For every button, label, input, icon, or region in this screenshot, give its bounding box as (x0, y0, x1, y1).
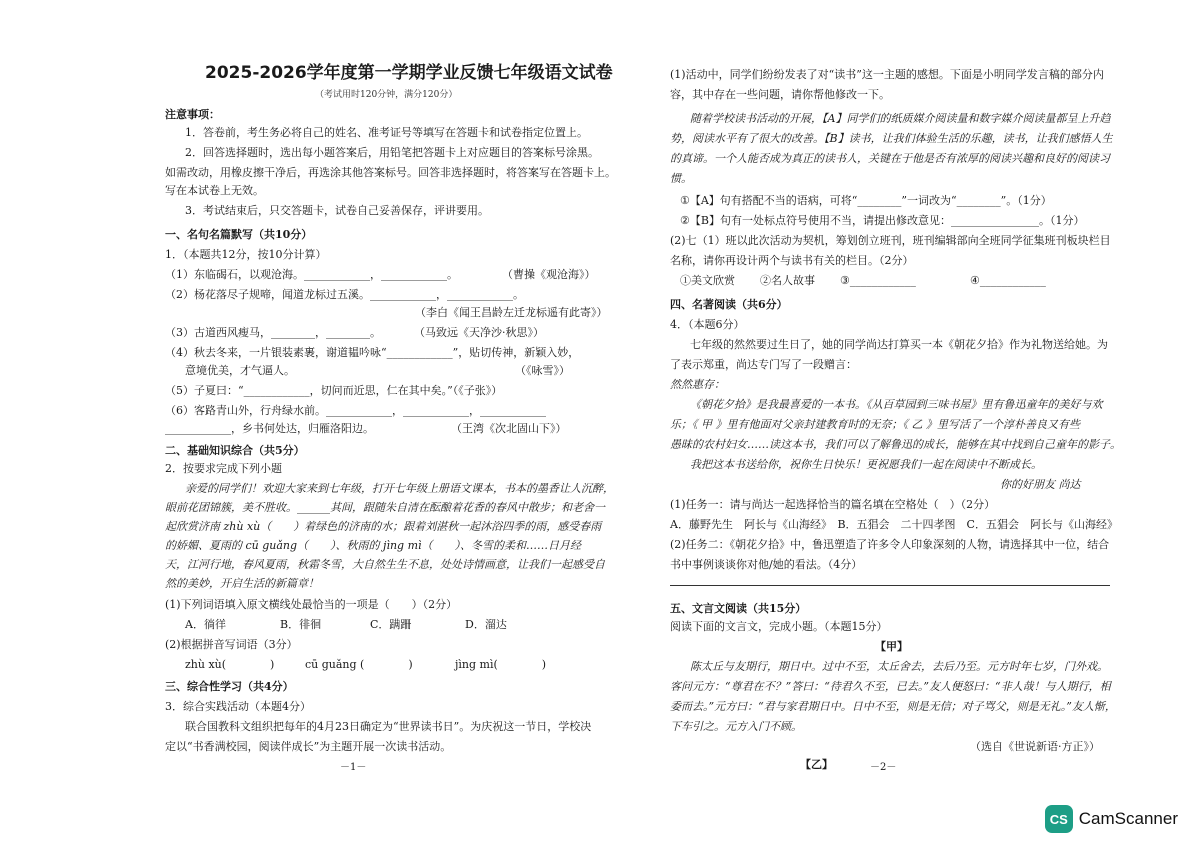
option-d: D．溜达 (465, 618, 507, 631)
exam-page-2 (670, 55, 1125, 775)
recite-source: （李白《闻王昌龄左迁龙标遥有此寄》） (415, 306, 608, 319)
activity-text: 联合国教科文组织把每年的4月23日确定为“世界读书日”。为庆祝这一节日，学校决 (185, 720, 592, 733)
section-5-heading: 五、文言文阅读（共15分） (670, 602, 807, 615)
recite-item: （6）客路青山外，行舟绿水前。____________，____________，____________ (165, 404, 546, 417)
camscanner-logo-icon: CS (1045, 805, 1073, 833)
page-number: －2－ (870, 762, 897, 773)
note-line: 2．回答选择题时，选出每小题答案后，用铅笔把答题卡上对应题目的答案标号涂黑。 (185, 146, 599, 159)
option-b: B．徘徊 (280, 618, 322, 631)
speech-line: 的真谛。一个人能否成为真正的读书人，关键在于他是否有浓厚的阅读兴趣和良好的阅读习 (670, 152, 1110, 165)
letter-line: 《朝花夕拾》是我最喜爱的一本书。《从百草园到三味书屋》里有鲁迅童年的美好与欢 (690, 398, 1103, 411)
column-question: 名称，请你再设计两个与读书有关的栏目。（2分） (670, 254, 914, 267)
passage-line: 然的美妙，开启生活的新篇章！ (165, 577, 319, 590)
pinyin-blank: zhù xù( ) (185, 658, 275, 671)
passage-line: 的娇媚、夏雨的 cū guǎng（ ）、秋雨的 jìng mì（ ）、冬雪的柔和……日月经 (165, 539, 582, 552)
intro-line: 了表示郑重，尚达专门写了一段赠言： (670, 358, 857, 371)
pinyin-blank: cū guǎng ( ) (305, 658, 413, 671)
question-3: 3．综合实践活动（本题4分） (165, 700, 311, 713)
classical-line: 陈太丘与友期行，期日中。过中不至，太丘舍去，去后乃至。元方时年七岁，门外戏。 (690, 660, 1108, 673)
activity-text: 定以“书香满校园，阅读伴成长”为主题开展一次读书活动。 (165, 740, 452, 753)
text-yi-label: 【乙】 (800, 758, 833, 771)
speech-line: 势，阅读水平有了很大的改善。【B】读书，让我们体验生活的乐趣，读书，让我们感悟人生 (670, 132, 1113, 145)
exam-page-1 (165, 55, 616, 775)
letter-line: 愚昧的农村妇女……读这本书，我们可以了解鲁迅的成长，能够在其中找到自己童年的影子。 (670, 438, 1121, 451)
passage-line: 亲爱的同学们！欢迎大家来到七年级，打开七年级上册语文课本，书本的墨香让人沉醉， (185, 482, 614, 495)
revise-item: ②【B】句有一处标点符号使用不当，请提出修改意见：________________。（1分） (680, 214, 1085, 227)
task-2: 书中事例谈谈你对他/她的看法。（4分） (670, 558, 863, 571)
prompt-line: (1)活动中，同学们纷纷发表了对“读书”这一主题的感想。下面是小明同学发言稿的部分内 (670, 68, 1104, 81)
speech-line: 随着学校读书活动的开展，【A】同学们的纸质媒介阅读量和数字媒介阅读量都呈上升趋 (690, 112, 1111, 125)
camscanner-text: CamScanner (1078, 809, 1178, 828)
letter-line: 我把这本书送给你，祝你生日快乐！更祝愿我们一起在阅读中不断成长。 (690, 458, 1042, 471)
section-3-heading: 三、综合性学习（共4分） (165, 680, 294, 693)
column-name: ①美文欣赏 (680, 274, 735, 287)
passage-line: 天，江河行地，春风夏雨，秋霜冬雪，大自然生生不息，处处诗情画意，让我们一起感受自 (165, 558, 605, 571)
letter-line: 乐；《 甲 》里有他面对父亲封建教育时的无奈；《 乙 》里写活了一个淳朴善良又有些 (670, 418, 1080, 431)
text-source: （选自《世说新语·方正》） (970, 740, 1100, 753)
classical-line: 客问元方：“尊君在不？”答曰：“待君久不至，已去。”友人便怒曰：“非人哉！与人期行，相 (670, 680, 1111, 693)
option-c: C．蹒跚 (370, 618, 412, 631)
recite-item: （4）秋去冬来，一片银装素裹，谢道韫吟咏“____________”，贴切传神，新颖入妙， (165, 346, 580, 359)
passage-line: 眼前花团锦簇，美不胜收。______其间，跟随朱自清在酝酿着花香的春风中散步；和老舍一 (165, 501, 605, 514)
camscanner-watermark (1045, 805, 1178, 833)
question-1: 1．（本题共12分，按10分计算） (165, 248, 327, 261)
column-name: ②名人故事 (760, 274, 815, 287)
exam-subtitle: （考试用时120分钟，满分120分） (315, 90, 458, 100)
note-line: 写在本试卷上无效。 (165, 184, 264, 197)
sub-question: (1)下列词语填入原文横线处最恰当的一项是（ ）（2分） (165, 598, 458, 611)
recite-item: ____________，乡书何处达，归雁洛阳边。 （王湾《次北固山下》） (165, 422, 567, 435)
classical-line: 委而去。”元方曰：“君与家君期日中。日中不至，则是无信；对子骂父，则是无礼。”友人惭， (670, 700, 1116, 713)
task-1-options: A．藤野先生 阿长与《山海经》 B．五猖会 二十四孝图 C．五猖会 阿长与《山海经》 (670, 518, 1118, 531)
recite-item: （2）杨花落尽子规啼，闻道龙标过五溪。____________，____________。 (165, 288, 524, 301)
question-5: 阅读下面的文言文，完成小题。（本题15分） (670, 620, 888, 633)
recite-item: （1）东临碣石，以观沧海。____________，____________。 （曹操《观沧海》） (165, 268, 596, 281)
text-jia-label: 【甲】 (875, 640, 908, 653)
sub-question: (2)根据拼音写词语（3分） (165, 638, 298, 651)
letter-signature: 你的好朋友 尚达 (1000, 478, 1081, 491)
question-4: 4．（本题6分） (670, 318, 745, 331)
speech-line: 惯。 (670, 172, 692, 185)
column-blank: ④____________ (970, 274, 1046, 287)
option-a: A．徜徉 (185, 618, 226, 631)
letter-line: 然然惠存： (670, 378, 725, 391)
intro-line: 七年级的然然要过生日了，她的同学尚达打算买一本《朝花夕拾》作为礼物送给她。为 (690, 338, 1108, 351)
page-number: －1－ (340, 762, 367, 773)
note-line: 3．考试结束后，只交答题卡，试卷自己妥善保存，评讲要用。 (185, 204, 489, 217)
section-2-heading: 二、基础知识综合（共5分） (165, 444, 305, 457)
task-1: (1)任务一：请与尚达一起选择恰当的篇名填在空格处（ ）（2分） (670, 498, 996, 511)
recite-item: 意境优美，才气逼人。 （《咏雪》） (185, 364, 570, 377)
revise-item: ①【A】句有搭配不当的语病，可将“________”一词改为“________”。（1分） (680, 194, 1052, 207)
answer-line (670, 585, 1110, 586)
recite-item: （5）子夏曰：“____________，切问而近思，仁在其中矣。”（《子张》） (165, 384, 503, 397)
column-blank: ③____________ (840, 274, 916, 287)
prompt-line: 容，其中存在一些问题，请你帮他修改一下。 (670, 88, 890, 101)
note-line: 1．答卷前，考生务必将自己的姓名、准考证号等填写在答题卡和试卷指定位置上。 (185, 126, 588, 139)
task-2: (2)任务二：《朝花夕拾》中，鲁迅塑造了许多令人印象深刻的人物，请选择其中一位，结合 (670, 538, 1110, 551)
notes-heading: 注意事项： (165, 108, 220, 121)
pinyin-blank: jìng mì( ) (455, 658, 547, 671)
note-line: 如需改动，用橡皮擦干净后，再选涂其他答案标号。回答非选择题时，将答案写在答题卡上。 (165, 166, 616, 179)
section-1-heading: 一、名句名篇默写（共10分） (165, 228, 313, 241)
column-question: (2)七（1）班以此次活动为契机，筹划创立班刊，班刊编辑部向全班同学征集班刊板块栏目 (670, 234, 1111, 247)
exam-title: 2025-2026学年度第一学期学业反馈七年级语文试卷 (205, 63, 613, 83)
classical-line: 下车引之。元方入门不顾。 (670, 720, 802, 733)
section-4-heading: 四、名著阅读（共6分） (670, 298, 788, 311)
recite-item: （3）古道西风瘦马，________，________。 （马致远《天净沙·秋思》） (165, 326, 544, 339)
question-2: 2．按要求完成下列小题 (165, 462, 282, 475)
passage-line: 起欣赏济南 zhù xù（ ）着绿色的济南的水；跟着刘湛秋一起沐浴四季的雨，感受春雨 (165, 520, 602, 533)
